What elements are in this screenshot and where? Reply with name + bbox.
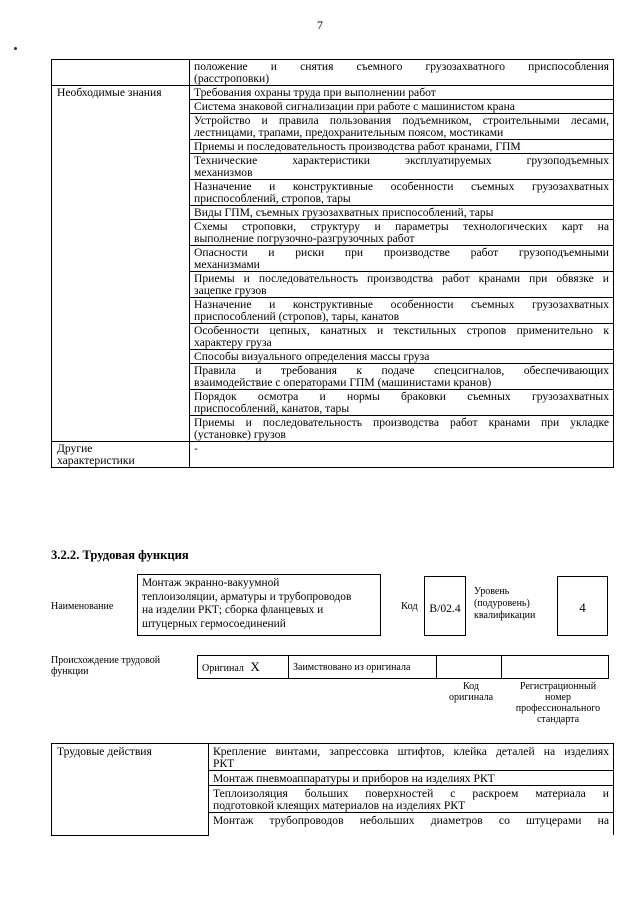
knowledge-item xyxy=(190,140,614,154)
table-row xyxy=(52,86,614,100)
caption-line: Код xyxy=(463,681,479,692)
knowledge-item xyxy=(190,206,614,220)
original-label: Оригинал xyxy=(202,662,244,674)
knowledge-item xyxy=(190,364,614,390)
scan-speck xyxy=(14,47,17,50)
action-item xyxy=(209,786,614,813)
knowledge-item xyxy=(190,298,614,324)
cell-line: положение и снятия съемного грузозахватного приспособления xyxy=(194,60,609,73)
other-label xyxy=(52,442,190,468)
table-row xyxy=(52,60,614,86)
cell-line: Порядок осмотра и нормы браковки съемных грузозахватных xyxy=(194,390,609,403)
continuation-cell xyxy=(190,60,614,86)
knowledge-item xyxy=(190,390,614,416)
cell-line: Другие xyxy=(57,442,93,455)
cell-line: Устройство и правила пользования подъемником, строительными лесами, xyxy=(194,114,609,127)
origin-table xyxy=(197,655,609,679)
origin-label-line: Происхождение трудовой xyxy=(51,655,161,666)
knowledge-item xyxy=(190,180,614,206)
cell-line: Приемы и последовательность производства работ кранами при обвязке и xyxy=(194,272,609,285)
code-box: B/02.4 xyxy=(424,576,466,636)
cell-line: Назначение и конструктивные особенности съемных грузозахватных xyxy=(194,180,609,193)
name-line: Монтаж экранно-вакуумной xyxy=(142,577,280,589)
knowledge-item xyxy=(190,324,614,350)
cell-line: Теплоизоляция больших поверхностей с раскроем материала и xyxy=(213,787,609,800)
level-box: 4 xyxy=(557,576,608,636)
cell-line: выполнение погрузочно-разгрузочных работ xyxy=(194,232,415,245)
reg-number-caption xyxy=(503,681,613,725)
knowledge-item xyxy=(190,416,614,442)
table-row xyxy=(198,656,609,679)
original-cell xyxy=(198,656,289,679)
caption-line: оригинала xyxy=(448,692,494,703)
cell-line: приспособлений, стропов, тары xyxy=(194,192,351,205)
level-label-line: (подуровень) xyxy=(474,598,530,609)
table-row xyxy=(52,744,614,771)
original-mark: X xyxy=(250,658,260,674)
cell-line: Правила и требования к подаче спецсигналов, обеспечивающих xyxy=(194,364,609,377)
name-line: штуцерных гермосоединений xyxy=(142,617,286,630)
level-label-line: Уровень xyxy=(474,586,510,597)
action-item xyxy=(209,771,614,786)
caption-line: номер xyxy=(545,692,571,703)
origin-label-line: функции xyxy=(51,666,89,677)
level-label-line: квалификации xyxy=(474,610,536,621)
knowledge-item xyxy=(190,246,614,272)
orig-code-caption xyxy=(437,681,505,703)
cell-line: подготовкой клеящих материалов на изделиях РКТ xyxy=(213,799,466,812)
cell-line: (расстроповки) xyxy=(194,72,270,85)
cell-line: Приемы и последовательность производства работ кранами при укладке xyxy=(194,416,609,429)
cell-line: Опасности и риски при производстве работ грузоподъемными xyxy=(194,246,609,259)
cell-line: Виды ГПМ, съемных грузозахватных приспособлений, тары xyxy=(194,206,494,219)
cell-line: лестницами, трапами, предохранительным поясом, мостиками xyxy=(194,126,504,139)
actions-table xyxy=(51,743,614,836)
section-title: 3.2.2. Трудовая функция xyxy=(51,548,189,562)
knowledge-label: Необходимые знания xyxy=(52,86,190,442)
knowledge-item xyxy=(190,350,614,364)
borrowed-label: Заимствовано из оригинала xyxy=(289,656,437,679)
cell-line: характеристики xyxy=(57,454,135,467)
cell-line: Требования охраны труда при выполнении работ xyxy=(194,86,436,99)
cell-line: Монтаж трубопроводов небольших диаметров со штуцерами на xyxy=(213,814,609,827)
table-row xyxy=(52,442,614,468)
action-item xyxy=(209,744,614,771)
knowledge-item xyxy=(190,272,614,298)
cell-line: механизмов xyxy=(194,166,253,179)
knowledge-item xyxy=(190,100,614,114)
cell-line: Схемы строповки, структуру и параметры технологических карт на xyxy=(194,220,609,233)
cell-line: РКТ xyxy=(213,757,235,770)
cell-line: зацепке грузов xyxy=(194,284,267,297)
empty-label-cell xyxy=(52,60,190,86)
name-label: Наименование xyxy=(51,601,114,612)
action-item xyxy=(209,813,614,836)
code-label: Код xyxy=(401,601,418,612)
cell-line: Способы визуального определения массы груза xyxy=(194,350,430,363)
caption-line: профессионального xyxy=(515,703,601,714)
knowledge-item xyxy=(190,154,614,180)
cell-line: приспособлений, канатов, тары xyxy=(194,402,350,415)
orig-code-cell xyxy=(437,656,502,679)
cell-line: характеру груза xyxy=(194,336,272,349)
knowledge-item xyxy=(190,114,614,140)
cell-line: Крепление винтами, запрессовка штифтов, клейка деталей на изделиях xyxy=(213,745,609,758)
cell-line: Особенности цепных, канатных и текстильных стропов применительно к xyxy=(194,324,609,337)
function-name-box xyxy=(137,574,381,636)
origin-label xyxy=(51,655,160,677)
cell-line: Монтаж пневмоаппаратуры и приборов на изделиях РКТ xyxy=(213,772,495,785)
actions-label: Трудовые действия xyxy=(52,744,209,836)
name-line: на изделии РКТ; сборка фланцевых и xyxy=(142,604,324,616)
knowledge-item xyxy=(190,220,614,246)
name-line: теплоизоляции, арматуры и трубопроводов xyxy=(142,590,352,603)
other-value: - xyxy=(190,442,614,468)
reg-number-cell xyxy=(502,656,609,679)
cell-line: Система знаковой сигнализации при работе с машинистом крана xyxy=(194,100,515,113)
cell-line: Приемы и последовательность производства работ кранами, ГПМ xyxy=(194,140,521,153)
caption-line: стандарта xyxy=(536,714,580,725)
cell-line: Технические характеристики эксплуатируемых грузоподъемных xyxy=(194,154,609,167)
cell-line: механизмами xyxy=(194,258,260,271)
knowledge-table xyxy=(51,59,614,468)
cell-line: (установке) грузов xyxy=(194,428,286,441)
level-label xyxy=(474,586,535,622)
caption-line: Регистрационный xyxy=(519,681,597,692)
cell-line: Назначение и конструктивные особенности съемных грузозахватных xyxy=(194,298,609,311)
cell-line: взаимодействие с операторами ГПМ (машинистами кранов) xyxy=(194,376,492,389)
cell-line: приспособлений (стропов), тары, канатов xyxy=(194,310,400,323)
page-number: 7 xyxy=(317,18,323,32)
knowledge-item xyxy=(190,86,614,100)
